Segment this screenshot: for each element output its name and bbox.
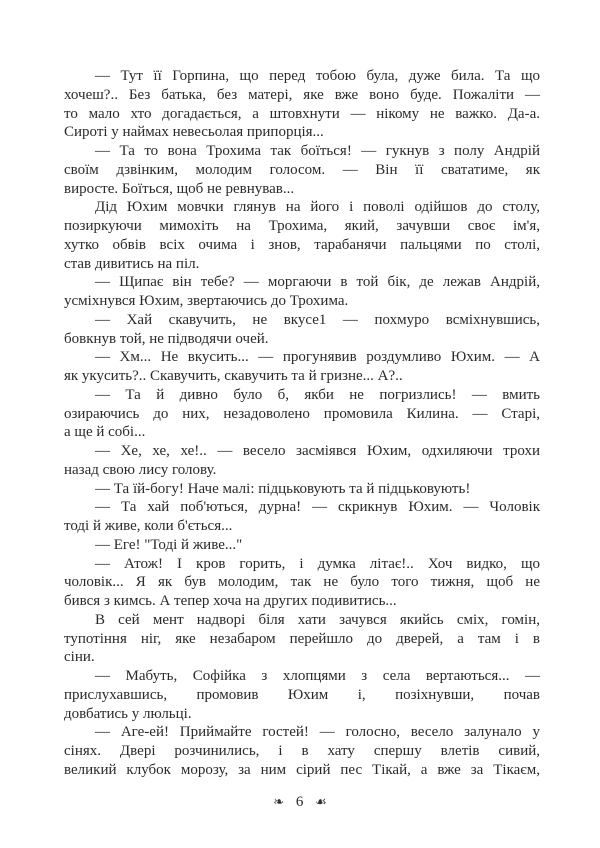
text-line: прислухавшись, промовив Юхим і, позіхнувши, почав [64,686,540,703]
paragraph [64,348,540,386]
paragraph [64,555,540,611]
text-line: став дивитись на піл. [64,255,200,272]
paragraph [64,198,540,273]
text-line: — Атож! І кров горить, і думка літає!.. Хоч видко, що [95,555,540,572]
paragraph [64,273,540,311]
text-line: В сей мент надворі біля хати зачувся якийсь сміх, гомін, [95,611,540,628]
text-line: як укусить?.. Скавучить, скавучить та й гризне... А?.. [64,368,403,384]
text-line: — Та їй-богу! Наче малі: підцьковують та й підцьковують! [95,480,471,497]
text-line: позиркуючи мимохіть на Трохима, який, зачувши своє ім'я, [64,218,540,234]
text-line: усміхнувся Юхим, звертаючись до Трохима. [64,293,349,309]
text-line: хутко обвів всіх очима і знов, тарабанячи пальцями по столі, [64,236,540,253]
paragraph [64,142,540,198]
text-line: озираючись до них, незадоволено промовила Килина. — Старі, [64,405,540,422]
ornament-left-icon: ❧ [273,794,285,809]
paragraph [64,386,540,442]
paragraph [64,442,540,480]
text-line: сіни. [64,649,95,666]
paragraph [64,480,540,499]
text-line: то мало хто догадається, а штовхнути — нікому не важко. Да-а. [64,105,540,122]
text-line: чоловік... Я як був молодим, так не було того тижня, щоб не [64,574,540,591]
paragraph [64,667,540,723]
text-line: сінях. Двері розчинились, і в хату спершу влетів сивий, [64,743,540,759]
text-line: назад свою лису голову. [64,461,217,478]
text-line: — Та хай поб'ються, дурна! — скрикнув Юхим. — Чоловік [95,499,540,516]
text-line: — Хм... Не вкусить... — прогунявив роздумливо Юхим. — А [95,349,540,366]
text-line: своїм дзвінким, молодим голосом. — Він її свататиме, як [64,161,540,178]
text-line: — Хай скавучить, не вкусе1 — похмуро всміхнувшись, [95,311,540,328]
paragraph [64,67,540,142]
paragraph [64,723,540,779]
text-line: бився з кимсь. А тепер хоча на других подивитись... [64,593,397,609]
text-line: бовкнув той, не підводячи очей. [64,330,269,347]
text-line: — Аге-ей! Приймайте гостей! — голосно, весело залунало у [95,724,540,741]
text-line: Сироті у наймах невесьолая припорція... [64,124,324,141]
text-line: — Хе, хе, хе!.. — весело засміявся Юхим, одхиляючи трохи [95,443,540,459]
paragraph [64,498,540,536]
text-line: — Щипає він тебе? — моргаючи в той бік, де лежав Андрій, [95,274,540,291]
paragraph [64,311,540,349]
text-line: — Тут її Горпина, що перед тобою була, дуже била. Та що [95,68,540,84]
ornament-right-icon: ☙ [315,794,327,809]
text-line: — Еге! "Тоді й живе..." [95,536,243,553]
text-line: довбатись у люльці. [64,705,192,722]
text-line: а ще й собі... [64,424,146,441]
paragraph [64,611,540,667]
text-line: Дід Юхим мовчки глянув на його і поволі одійшов до столу, [95,199,540,216]
text-line: хочеш?.. Без батька, без матері, яке вже воно буде. Пожаліти — [64,86,540,103]
body-text [64,67,540,780]
text-line: тоді й живе, коли б'ється... [64,518,233,534]
text-line: виросте. Боїться, щоб не ревнував... [64,180,295,197]
text-line: — Та й дивно було б, якби не погризлись! — вмить [95,386,540,403]
page-footer [0,794,600,811]
text-line: — Та то вона Трохима так боїться! — гукнув з полу Андрій [95,143,540,159]
text-line: — Мабуть, Софійка з хлопцями з села вертаються... — [95,668,540,684]
text-line: великий клубок морозу, за ним сірий пес Тікай, а вже за Тікаєм, [64,761,540,778]
paragraph [64,536,540,555]
page-number: 6 [295,794,304,810]
text-line: тупотіння ніг, яке незабаром перейшло до дверей, а там і в [64,630,540,647]
